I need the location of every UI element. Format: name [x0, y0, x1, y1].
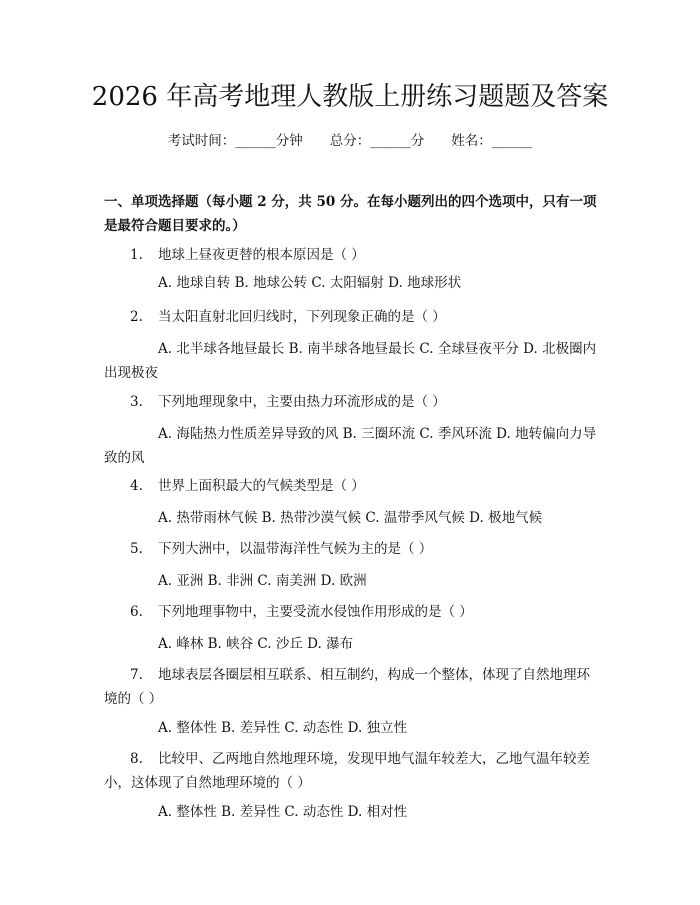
question-stem: 当太阳直射北回归线时，下列现象正确的是（ ）	[158, 309, 446, 325]
question-4-options: A. 热带雨林气候 B. 热带沙漠气候 C. 温带季风气候 D. 极地气候	[158, 510, 543, 526]
question-stem: 地球上昼夜更替的根本原因是（ ）	[158, 247, 365, 263]
question-2-options: A. 北半球各地昼最长 B. 南半球各地昼最长 C. 全球昼夜平分 D. 北极圈内出现极夜	[104, 341, 597, 381]
question-1	[130, 243, 600, 267]
question-8-options: A. 整体性 B. 差异性 C. 动态性 D. 相对性	[158, 804, 408, 820]
question-stem: 比较甲、乙两地自然地理环境，发现甲地气温年较差大，乙地气温年较差小，这体现了自然地理环境的（ ）	[104, 751, 590, 791]
question-number: 6.	[130, 604, 143, 620]
exam-info-line: 考试时间：______分钟 总分：______分 姓名：______	[167, 133, 533, 149]
question-number: 8.	[130, 751, 143, 767]
question-stem: 下列地理事物中，主要受流水侵蚀作用形成的是（ ）	[158, 604, 473, 620]
question-8	[104, 747, 600, 795]
section-heading: 一、单项选择题（每小题 2 分，共 50 分。在每小题列出的四个选项中，只有一项是最符合题目要求的。）	[104, 194, 597, 234]
question-7-options: A. 整体性 B. 差异性 C. 动态性 D. 独立性	[158, 720, 408, 736]
question-7	[104, 663, 600, 711]
question-5-options: A. 亚洲 B. 非洲 C. 南美洲 D. 欧洲	[158, 573, 367, 589]
question-number: 3.	[130, 394, 143, 410]
question-3	[130, 390, 600, 414]
question-1-options: A. 地球自转 B. 地球公转 C. 太阳辐射 D. 地球形状	[158, 275, 462, 291]
question-stem: 下列地理现象中，主要由热力环流形成的是（ ）	[158, 394, 446, 410]
question-stem: 地球表层各圈层相互联系、相互制约，构成一个整体，体现了自然地理环境的（ ）	[104, 667, 590, 707]
page-title: 2026 年高考地理人教版上册练习题题及答案	[91, 82, 609, 112]
question-6-options: A. 峰林 B. 峡谷 C. 沙丘 D. 瀑布	[158, 636, 354, 652]
question-5	[130, 537, 600, 561]
question-number: 7.	[130, 667, 143, 683]
question-3-options: A. 海陆热力性质差异导致的风 B. 三圈环流 C. 季风环流 D. 地转偏向力导致的风	[104, 426, 597, 466]
question-4	[130, 474, 600, 498]
question-2	[130, 305, 600, 329]
question-stem: 下列大洲中，以温带海洋性气候为主的是（ ）	[158, 541, 433, 557]
question-number: 5.	[130, 541, 143, 557]
question-number: 2.	[130, 309, 143, 325]
question-number: 1.	[130, 247, 143, 263]
question-number: 4.	[130, 478, 143, 494]
question-6	[130, 600, 600, 624]
question-stem: 世界上面积最大的气候类型是（ ）	[158, 478, 365, 494]
